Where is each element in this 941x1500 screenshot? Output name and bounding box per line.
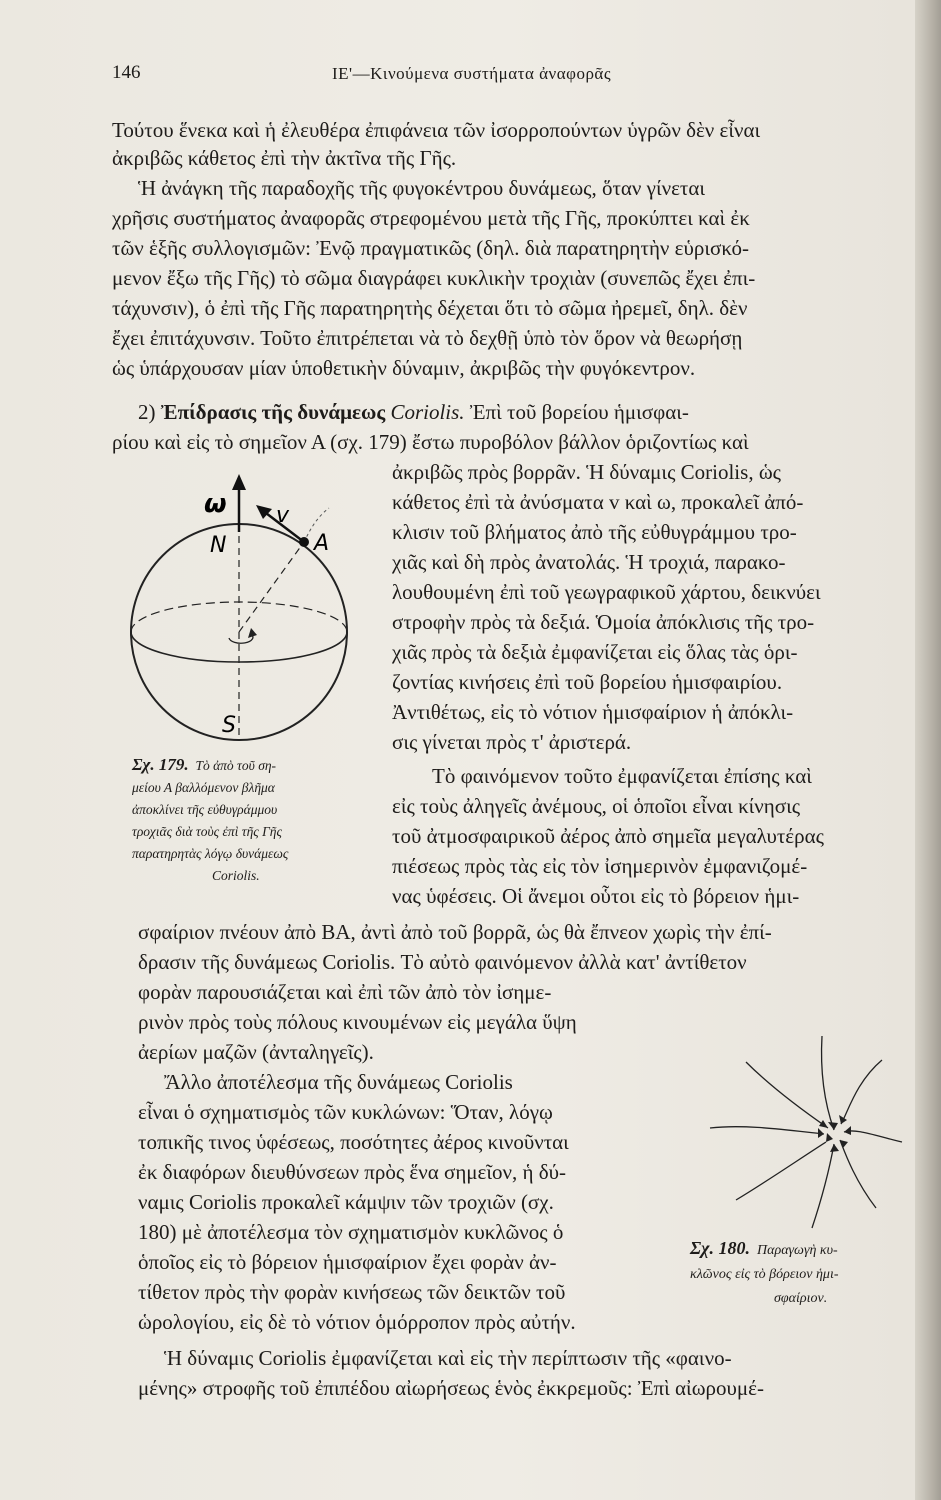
text-line: λουθουμένη ἐπὶ τοῦ γεωγραφικοῦ χάρτου, δεικνύει <box>392 580 821 604</box>
figure-179-caption <box>132 754 288 887</box>
text-line: ὡρολογίου, εἰς δὲ τὸ νότιον ὁμόρροπον πρὸς αὐτήν. <box>138 1310 576 1334</box>
text-line: Ἀντιθέτως, εἰς τὸ νότιον ἡμισφαίριον ἡ ἀπόκλι- <box>392 700 794 724</box>
omega-label: ω <box>204 489 227 519</box>
wind-path <box>844 1131 902 1142</box>
arrowhead <box>844 1126 851 1135</box>
text-line: χιᾶς καὶ δὴ πρὸς ἀνατολάς. Ἡ τροχιά, παρακο- <box>392 550 786 574</box>
arrowhead <box>839 1115 847 1124</box>
text-line: χρῆσις συστήματος ἀναφορᾶς στρεφομένου μετὰ τῆς Γῆς, προκύπτει καὶ ἐκ <box>112 206 750 230</box>
figure-180-caption <box>690 1236 839 1311</box>
wind-path <box>812 1144 834 1228</box>
v-label: v <box>276 503 290 528</box>
wind-path <box>736 1142 826 1200</box>
point-a-marker <box>299 537 309 547</box>
caption-line: κλῶνος εἰς τὸ βόρειον ἡμι- <box>690 1267 839 1282</box>
caption-line: Παραγωγὴ κυ- <box>757 1243 838 1258</box>
text-line: ἀκριβῶς πρὸς βορρᾶν. Ἡ δύναμις Coriolis, ὡς <box>392 460 781 484</box>
page-number: 146 <box>112 62 141 83</box>
arrowhead <box>830 1144 839 1152</box>
book-gutter-shadow <box>915 0 941 1500</box>
text-line: στροφὴν πρὸς τὰ δεξιά. Ὁμοία ἀπόκλισις τῆς τρο- <box>392 610 815 634</box>
figure-180-cyclone-diagram <box>706 1032 906 1232</box>
text-line: ναμις Coriolis προκαλεῖ κάμψιν τῶν τροχιῶν (σχ. <box>138 1190 554 1214</box>
text-line: μενον ἔξω τῆς Γῆς) τὸ σῶμα διαγράφει κυκλικὴν τροχιὰν (συνεπῶς ἔχει ἐπι- <box>112 266 756 290</box>
wind-path <box>841 1060 882 1124</box>
text-line: μένης» στροφῆς τοῦ ἐπιπέδου αἰωρήσεως ἑνὸς ἐκκρεμοῦς: Ἐπὶ αἰωρουμέ- <box>138 1376 764 1400</box>
text-line: τίθετον πρὸς τὴν φορὰν κινήσεως τῶν δεικτῶν τοῦ <box>138 1280 566 1304</box>
text-line: πιέσεως πρὸς τὰς εἰς τὸν ἰσημερινὸν ἐμφανιζομέ- <box>392 854 808 878</box>
a-label: A <box>314 531 330 556</box>
text-line: νας ὑφέσεις. Οἱ ἄνεμοι οὗτοι εἰς τὸ βόρειον ἡμι- <box>392 884 800 908</box>
text-line: κάθετος ἐπὶ τὰ ἀνύσματα v καὶ ω, προκαλεῖ ἀπό- <box>392 490 804 514</box>
text-line: χιᾶς πρὸς τὰ δεξιὰ ἐμφανίζεται εἰς ὅλας τὰς ὁρι- <box>392 640 798 664</box>
s-label: S <box>222 713 236 738</box>
section-heading-line <box>112 398 689 426</box>
caption-line: ἀποκλίνει τῆς εὐθυγράμμου <box>132 802 278 817</box>
caption-line: τροχιᾶς διὰ τοὺς ἐπὶ τῆς Γῆς <box>132 824 282 839</box>
caption-line: παρατηρητὰς λόγῳ δυνάμεως <box>132 846 289 861</box>
text-line: τοπικῆς τινος ὑφέσεως, ποσότητες ἀέρος κινοῦνται <box>138 1130 569 1154</box>
text-line: τάχυνσιν), ὁ ἐπὶ τῆς Γῆς παρατηρητὴς δέχεται ὅτι τὸ σῶμα ἠρεμεῖ, δηλ. δὲν <box>112 296 748 320</box>
cyclone-arrowheads <box>818 1115 851 1152</box>
wind-path <box>822 1036 835 1130</box>
text-line: τοῦ ἀτμοσφαιρικοῦ ἀέρος ἀπὸ σημεῖα μεγαλυτέρας <box>392 824 824 848</box>
rotation-arrowhead <box>248 628 257 638</box>
section-title-name: Coriolis. <box>390 400 465 424</box>
text-line: Τὸ φαινόμενον τοῦτο ἐμφανίζεται ἐπίσης καὶ <box>432 764 812 788</box>
text-line: 180) μὲ ἀποτέλεσμα τὸν σχηματισμὸν κυκλῶνος ὁ <box>138 1220 564 1244</box>
figure-label: Σχ. 179. <box>132 755 189 774</box>
text-line: ἀκριβῶς κάθετος ἐπὶ τὴν ἀκτῖνα τῆς Γῆς. <box>112 146 457 170</box>
radius-to-a <box>239 542 304 632</box>
caption-line: Coriolis. <box>212 868 260 883</box>
text-line: σις γίνεται πρὸς τ' ἀριστερά. <box>392 730 632 754</box>
text-line: εἶναι ὁ σχηματισμὸς τῶν κυκλώνων: Ὅταν, λόγῳ <box>138 1100 553 1124</box>
wind-path <box>746 1062 828 1128</box>
section-text: Ἐπὶ τοῦ βορείου ἡμισφαι- <box>469 400 689 424</box>
text-line: Ἡ δύναμις Coriolis ἐμφανίζεται καὶ εἰς τὴν περίπτωσιν τῆς «φαινο- <box>164 1346 732 1370</box>
text-line: φορὰν παρουσιάζεται καὶ ἐπὶ τῶν ἀπὸ τὸν ἰσημε- <box>138 980 552 1004</box>
figure-label: Σχ. 180. <box>690 1238 751 1258</box>
text-line: ὡς ὑπάρχουσαν μίαν ὑποθετικὴν δύναμιν, ἀκριβῶς τὴν φυγόκεντρον. <box>112 356 696 380</box>
text-line: ἀερίων μαζῶν (ἀνταληγεῖς). <box>138 1040 374 1064</box>
text-line: ἐκ διαφόρων διευθύνσεων πρὸς ἕνα σημεῖον, ἡ δύ- <box>138 1160 567 1184</box>
wind-path <box>710 1127 824 1134</box>
text-line: Ἡ ἀνάγκη τῆς παραδοχῆς τῆς φυγοκέντρου δυνάμεως, ὅταν γίνεται <box>138 176 705 200</box>
figure-179-globe-diagram <box>126 472 376 742</box>
section-title: Ἐπίδρασις τῆς δυνάμεως <box>160 400 386 424</box>
text-line: ὁποῖος εἰς τὸ βόρειον ἡμισφαίριον ἔχει φορὰν ἀν- <box>138 1250 557 1274</box>
cyclone-wind-paths <box>710 1036 902 1228</box>
wind-path <box>840 1140 876 1208</box>
text-line: σφαίριον πνέουν ἀπὸ ΒΑ, ἀντὶ ἀπὸ τοῦ βορρᾶ, ὡς θὰ ἔπνεον χωρὶς τὴν ἐπί- <box>138 920 772 944</box>
text-line: δρασιν τῆς δυνάμεως Coriolis. Τὸ αὐτὸ φαινόμενον ἀλλὰ κατ' ἀντίθετον <box>138 950 747 974</box>
text-line: ρίου καὶ εἰς τὸ σημεῖον Α (σχ. 179) ἔστω πυροβόλον βάλλον ὁριζοντίως καὶ <box>112 430 749 454</box>
running-header <box>112 62 882 92</box>
text-line: Ἄλλο ἀποτέλεσμα τῆς δυνάμεως Coriolis <box>164 1070 513 1094</box>
arrowhead <box>818 1128 824 1138</box>
running-title: ΙΕ'—Κινούμενα συστήματα ἀναφορᾶς <box>332 64 612 83</box>
text-line: κλισιν τοῦ βλήματος ἀπὸ τῆς εὐθυγράμμου τρο- <box>392 520 797 544</box>
text-line: ζοντίας κινήσεις ἐπὶ τοῦ βορείου ἡμισφαιρίου. <box>392 670 783 694</box>
text-line: ρινὸν πρὸς τοὺς πόλους κινουμένων εἰς μεγάλα ὕψη <box>138 1010 577 1034</box>
arrowhead <box>826 1133 833 1142</box>
text-line: ἔχει ἐπιτάχυνσιν. Τοῦτο ἐπιτρέπεται νὰ τὸ δεχθῇ ὑπὸ τὸν ὅρον νὰ θεωρήσῃ <box>112 326 743 350</box>
text-line: Τούτου ἕνεκα καὶ ἡ ἐλευθέρα ἐπιφάνεια τῶν ἰσορροπούντων ὑγρῶν δὲν εἶναι <box>112 118 761 142</box>
caption-line: σφαίριον. <box>774 1291 828 1306</box>
caption-line: μείου Α βαλλόμενον βλῆμα <box>132 780 275 795</box>
text-line: τῶν ἑξῆς συλλογισμῶν: Ἐνῷ πραγματικῶς (δηλ. διὰ παρατηρητὴν εὑρισκό- <box>112 236 749 260</box>
text-line: εἰς τοὺς ἀληγεῖς ἀνέμους, οἱ ὁποῖοι εἶναι κίνησις <box>392 794 801 818</box>
section-number: 2) <box>138 400 156 424</box>
caption-line: Τὸ ἀπὸ τοῦ ση- <box>195 758 277 773</box>
omega-arrowhead <box>232 474 246 490</box>
arrowhead <box>819 1120 828 1128</box>
equator-back <box>131 602 347 632</box>
n-label: N <box>210 533 227 558</box>
